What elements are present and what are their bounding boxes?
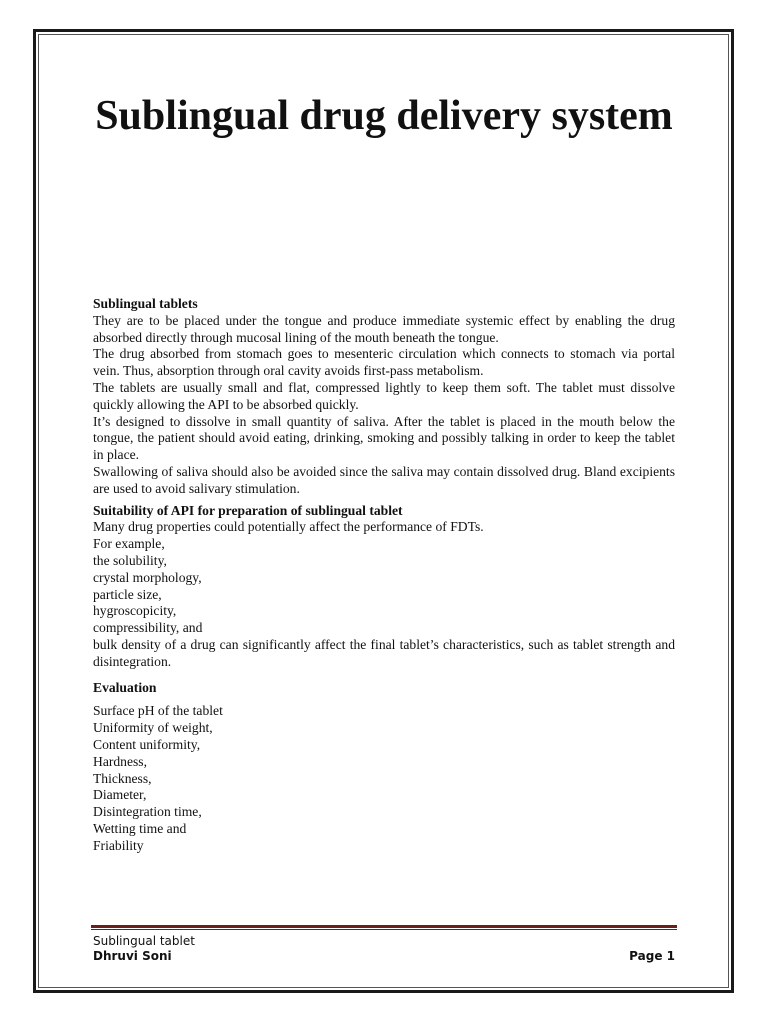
list-item: Thickness, xyxy=(93,770,152,786)
list-item: Diameter, xyxy=(93,787,147,803)
paragraph: Swallowing of saliva should also be avoided since the saliva may contain dissolved drug. Bland excipients are used to avoid salivary stimulation. xyxy=(93,463,675,496)
list-item: Disintegration time, xyxy=(93,804,202,820)
list-item: crystal morphology, xyxy=(93,569,202,585)
list-item: compressibility, and xyxy=(93,620,203,636)
list-item: the solubility, xyxy=(93,552,167,568)
section-heading-suitability: Suitability of API for preparation of sublingual tablet xyxy=(93,502,403,518)
paragraph: Many drug properties could potentially affect the performance of FDTs. xyxy=(93,519,484,535)
section-heading-evaluation: Evaluation xyxy=(93,679,157,695)
list-item: Wetting time and xyxy=(93,820,187,836)
footer-author: Dhruvi Soni xyxy=(93,949,172,963)
footer-rule xyxy=(91,925,677,930)
evaluation-list xyxy=(93,703,675,854)
list-item: Content uniformity, xyxy=(93,736,201,752)
list-item: Friability xyxy=(93,837,144,853)
document-body xyxy=(93,296,675,855)
example-label: For example, xyxy=(93,536,165,552)
list-item: particle size, xyxy=(93,586,162,602)
paragraph: bulk density of a drug can significantly affect the final tablet’s characteristics, such as tablet strength and disintegration. xyxy=(93,636,675,669)
paragraph: They are to be placed under the tongue and produce immediate systemic effect by enabling the drug absorbed directly through mucosal lining of the mouth beneath the tongue. xyxy=(93,312,675,345)
list-item: hygroscopicity, xyxy=(93,603,177,619)
page-footer xyxy=(93,934,675,964)
paragraph: It’s designed to dissolve in small quantity of saliva. After the tablet is placed in the mouth below the tongue, the patient should avoid eating, drinking, smoking and possibly talking in order to keep the tablet in place. xyxy=(93,413,675,463)
paragraph: The tablets are usually small and flat, compressed lightly to keep them soft. The tablet must dissolve quickly allowing the API to be absorbed quickly. xyxy=(93,379,675,412)
list-item: Hardness, xyxy=(93,753,147,769)
list-item: Surface pH of the tablet xyxy=(93,703,223,719)
footer-doc-name: Sublingual tablet xyxy=(93,934,195,948)
list-item: Uniformity of weight, xyxy=(93,720,213,736)
property-list xyxy=(93,553,675,637)
page-number: Page 1 xyxy=(629,949,675,963)
page-title: Sublingual drug delivery system xyxy=(95,93,673,139)
paragraph: The drug absorbed from stomach goes to mesenteric circulation which connects to stomach via portal vein. Thus, absorption through oral cavity avoids first-pass metabolism. xyxy=(93,346,675,379)
section-heading-sublingual-tablets: Sublingual tablets xyxy=(93,296,198,311)
